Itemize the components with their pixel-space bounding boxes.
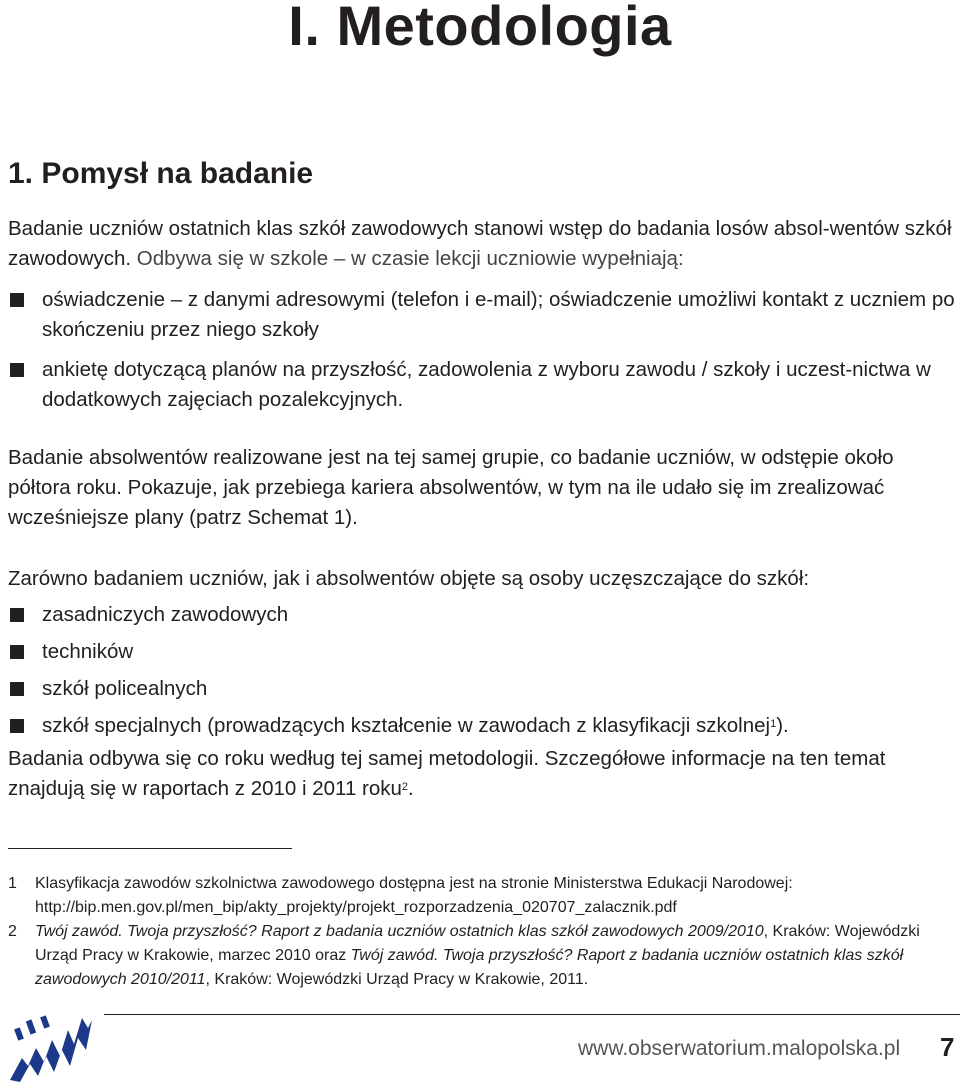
para4-end: . <box>408 777 414 800</box>
report-title-2: Twój zawód. Twoja przyszłość? Raport z badania uczniów ostatnich klas szkół zawodowych 2010/2011 <box>35 947 904 988</box>
list-item <box>8 674 958 704</box>
list-item-end: ). <box>776 714 789 737</box>
list-item-text: szkół policealnych <box>42 677 208 700</box>
report-publisher-1: , Kraków: Wojewódzki Urząd Pracy w Krakowie, marzec 2010 oraz <box>35 923 920 964</box>
square-bullet-icon <box>10 682 24 696</box>
list-item <box>8 637 958 667</box>
footnote-1 <box>8 872 953 920</box>
footnote-ref-1: 1 <box>770 718 777 730</box>
list-item-text: techników <box>42 640 134 663</box>
footer-divider <box>104 1014 960 1015</box>
footnote-text: Klasyfikacja zawodów szkolnictwa zawodowego dostępna jest na stronie Ministerstwa Edukacji Narodowej: http://bip.men.gov.pl/men_bip/akty_projekty/projekt_rozporzadzenia_020707_zalacznik.pdf <box>35 875 793 916</box>
report-title-1: Twój zawód. Twoja przyszłość? Raport z badania uczniów ostatnich klas szkół zawodowych 2009/2010 <box>35 923 764 940</box>
page-number: 7 <box>940 1032 955 1062</box>
footer-url[interactable]: www.obserwatorium.malopolska.pl <box>578 1037 901 1060</box>
list-item-text: ankietę dotyczącą planów na przyszłość, zadowolenia z wyboru zawodu / szkoły i uczest-nictwa w dodatkowych zajęciach pozalekcyjnych. <box>42 358 931 411</box>
square-bullet-icon <box>10 608 24 622</box>
obserwatorium-logo-icon <box>8 1010 94 1084</box>
list-item <box>8 600 958 630</box>
methodology-paragraph <box>8 744 958 804</box>
square-bullet-icon <box>10 363 24 377</box>
list-item-text: zasadniczych zawodowych <box>42 603 289 626</box>
footnote-number: 2 <box>8 923 17 940</box>
form-list <box>8 285 958 415</box>
footnote-number: 1 <box>8 875 17 892</box>
square-bullet-icon <box>10 645 24 659</box>
list-item <box>8 355 958 415</box>
list-item-text: szkół specjalnych (prowadzących kształcenie w zawodach z klasyfikacji szkolnej <box>42 714 771 737</box>
para4-part1: Badania odbywa się co roku według tej samej metodologii. <box>8 747 540 770</box>
intro-part2: Odbywa się w szkole – w czasie lekcji uczniowie wypełniają: <box>131 247 684 270</box>
para2-part2: Pokazuje, jak przebiega kariera absolwentów, w tym na ile udało się im zrealizować wcześniejsze plany (patrz Schemat 1). <box>8 476 885 529</box>
report-publisher-2: , Kraków: Wojewódzki Urząd Pracy w Krakowie, 2011. <box>205 971 589 988</box>
intro-paragraph <box>8 214 958 274</box>
section-heading: 1. Pomysł na badanie <box>8 157 314 190</box>
footnote-divider <box>8 848 292 849</box>
footnote-2 <box>8 920 953 992</box>
graduates-paragraph <box>8 443 958 533</box>
schools-list <box>8 600 958 741</box>
schools-intro: Zarówno badaniem uczniów, jak i absolwentów objęte są osoby uczęszczające do szkół: <box>8 567 810 590</box>
square-bullet-icon <box>10 293 24 307</box>
list-item <box>8 711 958 741</box>
list-item-text: oświadczenie – z danymi adresowymi (telefon i e-mail); oświadczenie umożliwi kontakt z uczniem po skończeniu przez niego szkoły <box>42 288 955 341</box>
square-bullet-icon <box>10 719 24 733</box>
para4-part2: Szczegółowe informacje na ten temat znajdują się w raportach z 2010 i 2011 roku <box>8 747 886 800</box>
list-item <box>8 285 958 345</box>
footnote-text <box>35 920 953 992</box>
intro-part1: Badanie uczniów ostatnich klas szkół zawodowych stanowi wstęp do badania losów absol-wentów szkół zawodowych. <box>8 217 952 270</box>
para2-part1: Badanie absolwentów realizowane jest na tej samej grupie, co badanie uczniów, w odstępie około półtora roku. <box>8 446 894 499</box>
page-title: I. Metodologia <box>288 0 672 57</box>
footnote-ref-2: 2 <box>401 781 409 793</box>
